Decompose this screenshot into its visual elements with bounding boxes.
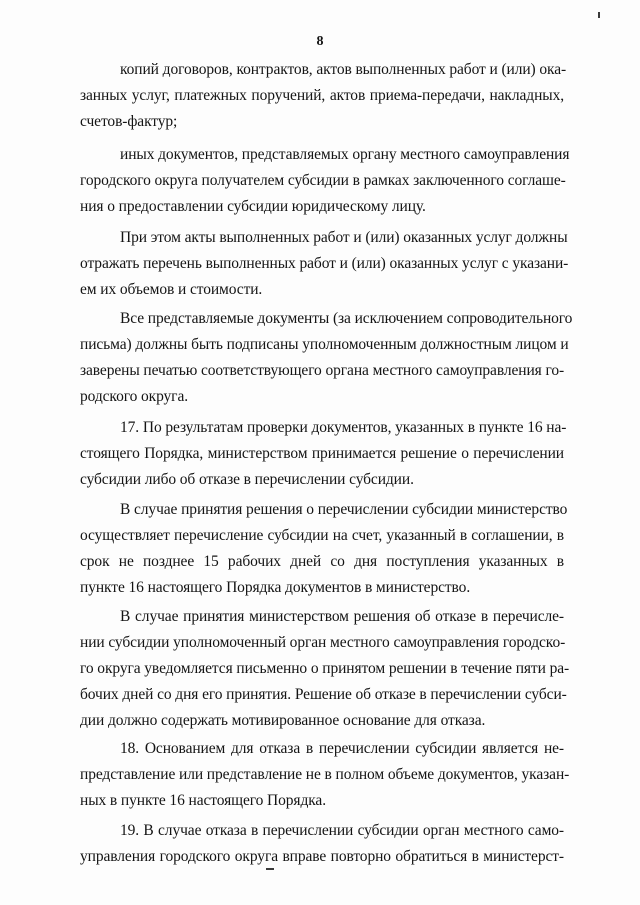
text-line: копий договоров, контрактов, актов выполненных работ и (или) ока- [120, 61, 567, 78]
text-line: письма) должны быть подписаны уполномоченным должностным лицом и [80, 336, 569, 353]
text-line: 18. Основанием для отказа в перечислении субсидии является не- [120, 740, 564, 757]
scan-artifact [266, 868, 274, 870]
text-line: городского округа получателем субсидии в рамках заключенного соглаше- [80, 172, 566, 189]
text-line: срок не позднее 15 рабочих дней со дня поступления указанных в [80, 553, 564, 570]
text-line: ния о предоставлении субсидии юридическому лицу. [80, 198, 426, 215]
text-line: го округа уведомляется письменно о принятом решении в течение пяти ра- [80, 660, 570, 677]
text-line: субсидии либо об отказе в перечислении субсидии. [80, 471, 414, 488]
page-number: 8 [316, 34, 324, 49]
text-line: заверены печатью соответствующего органа местного самоуправления го- [80, 362, 565, 379]
text-line: нии субсидии уполномоченный орган местного самоуправления городско- [80, 634, 566, 651]
text-line: управления городского округа вправе повторно обратиться в министерст- [80, 848, 564, 865]
text-line: занных услуг, платежных поручений, актов приема-передачи, накладных, [80, 87, 564, 104]
text-line: осуществляет перечисление субсидии на счет, указанный в соглашении, в [80, 527, 564, 544]
text-line: В случае принятия министерством решения об отказе в перечисле- [120, 608, 564, 625]
text-line: При этом акты выполненных работ и (или) оказанных услуг должны [120, 229, 568, 246]
text-line: 17. По результатам проверки документов, указанных в пункте 16 на- [120, 419, 567, 436]
scan-artifact [598, 12, 600, 18]
text-line: представление или представление не в полном объеме документов, указан- [80, 766, 570, 783]
text-line: Все представляемые документы (за исключением сопроводительного [120, 310, 573, 327]
text-line: пункте 16 настоящего Порядка документов в министерство. [80, 579, 471, 596]
text-line: В случае принятия решения о перечислении субсидии министерство [120, 501, 568, 518]
text-line: иных документов, представляемых органу местного самоуправления [120, 146, 570, 163]
text-line: ных в пункте 16 настоящего Порядка. [80, 792, 326, 809]
text-line: родского округа. [80, 388, 188, 405]
text-line: дии должно содержать мотивированное основание для отказа. [80, 712, 486, 729]
text-line: отражать перечень выполненных работ и (или) оказанных услуг с указани- [80, 255, 569, 272]
text-line: бочих дней со дня его принятия. Решение об отказе в перечислении субси- [80, 686, 567, 703]
text-line: стоящего Порядка, министерством принимается решение о перечислении [80, 445, 564, 462]
text-line: 19. В случае отказа в перечислении субсидии орган местного само- [120, 822, 564, 839]
text-line: счетов-фактур; [80, 113, 178, 130]
text-line: ем их объемов и стоимости. [80, 281, 263, 298]
